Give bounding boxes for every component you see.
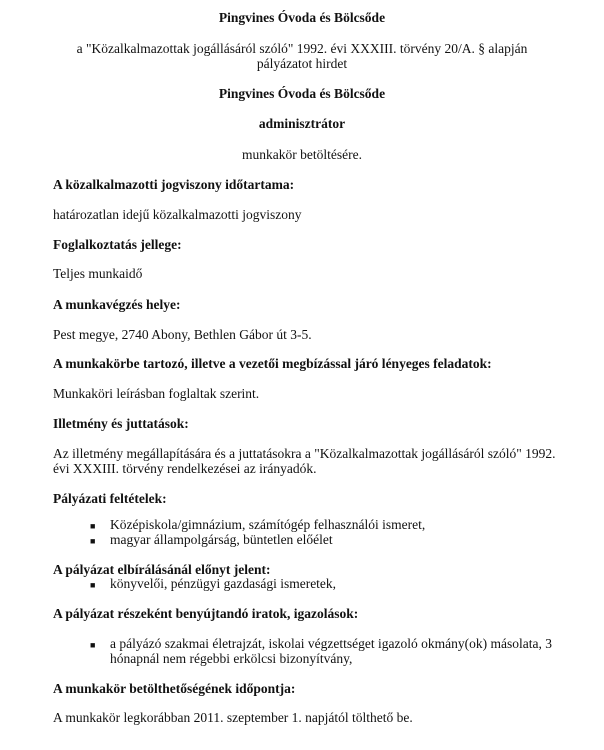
advantages-heading: A pályázat elbírálásánál előnyt jelent:: [53, 562, 271, 577]
documents-item-line-2: hónapnál nem régebbi erkölcsi bizonyítvány,: [110, 651, 353, 666]
employment-type-heading: Foglalkoztatás jellege:: [53, 237, 182, 252]
intro-line-1: a "Közalkalmazottak jogállásáról szóló" 1992. évi XXXIII. törvény 20/A. § alapján: [76, 41, 528, 56]
org-name-title: Pingvines Óvoda és Bölcsőde: [218, 10, 386, 25]
duration-heading: A közalkalmazotti jogviszony időtartama:: [53, 177, 295, 192]
position-title: adminisztrátor: [258, 116, 346, 131]
advantage-item-1: könyvelői, pénzügyi gazdasági ismeretek,: [110, 576, 337, 591]
duties-heading: A munkakörbe tartozó, illetve a vezetői megbízással járó lényeges feladatok:: [53, 356, 492, 371]
purpose-line: munkakör betöltésére.: [242, 147, 362, 162]
duties-text: Munkaköri leírásban foglaltak szerint.: [53, 386, 260, 401]
intro-line-2: pályázatot hirdet: [256, 56, 348, 71]
duration-text: határozatlan idejű közalkalmazotti jogviszony: [53, 207, 302, 222]
salary-text-line-2: évi XXXIII. törvény rendelkezései az irányadók.: [53, 461, 317, 476]
requirements-heading: Pályázati feltételek:: [53, 491, 167, 506]
bullet-icon: ■: [90, 536, 96, 546]
bullet-icon: ■: [90, 640, 96, 650]
employment-type-text: Teljes munkaidő: [53, 266, 143, 281]
salary-heading: Illetmény és juttatások:: [53, 416, 189, 431]
bullet-icon: ■: [90, 521, 96, 531]
start-date-heading: A munkakör betölthetőségének időpontja:: [53, 681, 296, 696]
documents-item-line-1: a pályázó szakmai életrajzát, iskolai végzettséget igazoló okmány(ok) másolata, 3: [110, 636, 552, 651]
start-date-text: A munkakör legkorábban 2011. szeptember 1. napjától tölthető be.: [53, 710, 413, 725]
documents-heading: A pályázat részeként benyújtandó iratok, igazolások:: [53, 606, 359, 621]
requirement-item-2: magyar állampolgárság, büntetlen előélet: [110, 532, 333, 547]
workplace-heading: A munkavégzés helye:: [53, 297, 181, 312]
requirement-item-1: Középiskola/gimnázium, számítógép felhasználói ismeret,: [110, 517, 426, 532]
salary-text-line-1: Az illetmény megállapítására és a juttatásokra a "Közalkalmazottak jogállásáról szóló" 1992.: [53, 446, 556, 461]
workplace-text: Pest megye, 2740 Abony, Bethlen Gábor út 3-5.: [53, 327, 312, 342]
org-name-repeat: Pingvines Óvoda és Bölcsőde: [218, 86, 386, 101]
bullet-icon: ■: [90, 580, 96, 590]
